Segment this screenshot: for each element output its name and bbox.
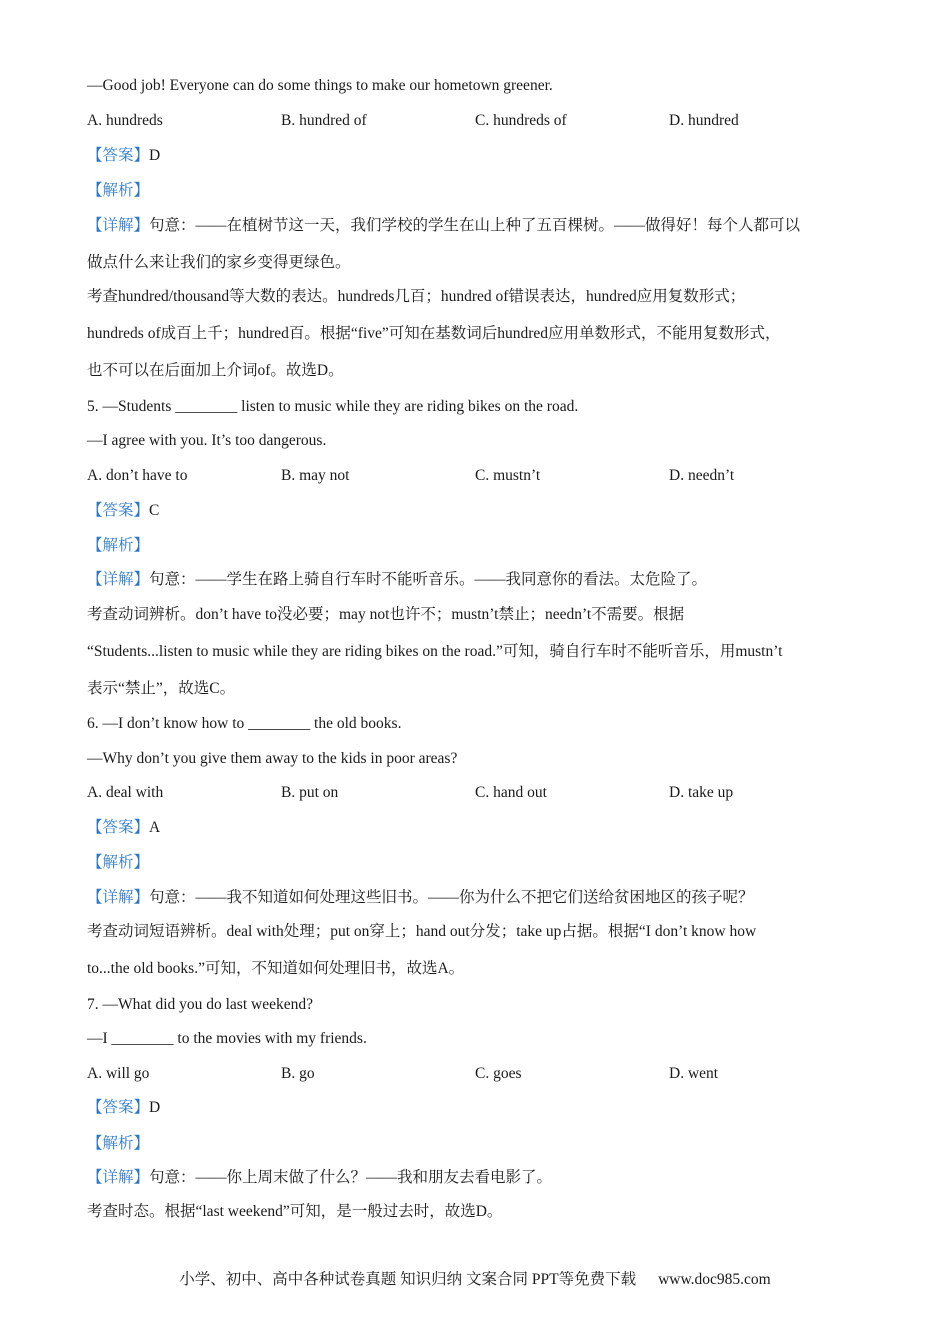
q6-option-d: D. take up [669,784,734,801]
q4-reply: —Good job! Everyone can do some things to make our hometown greener. [87,77,553,94]
q6-stem: 6. —I don’t know how to ________ the old books. [87,715,402,732]
footer-text: 小学、初中、高中各种试卷真题 知识归纳 文案合同 PPT等免费下载 [179,1271,637,1288]
q6-option-b: B. put on [281,784,339,801]
q7-option-c: C. goes [475,1065,522,1082]
q6-detail-line-1 [87,888,867,908]
q5-detail-line-2: 考查动词辨析。don’t have to没必要；may not也许不；mustn’t禁止；needn’t不需要。根据 [87,606,685,623]
q7-reply: —I ________ to the movies with my friends. [87,1030,367,1047]
q7-stem: 7. —What did you do last weekend? [87,996,313,1013]
q5-option-c: C. mustn’t [475,467,541,484]
q5-option-a: A. don’t have to [87,467,188,484]
q4-detail-line-3: 考查hundred/thousand等大数的表达。hundreds几百；hundred of错误表达，hundred应用复数形式； [87,288,746,305]
q7-option-a: A. will go [87,1065,150,1082]
detail-tag: 【详解】 [87,217,150,234]
q6-option-c: C. hand out [475,784,547,801]
q4-detail-line-1 [87,216,867,236]
answer-value: C [149,502,160,519]
analysis-tag: 【解析】 [87,182,150,199]
q4-option-a: A. hundreds [87,112,163,129]
answer-tag: 【答案】 [87,147,150,164]
analysis-tag: 【解析】 [87,537,150,554]
q7-option-d: D. went [669,1065,719,1082]
q4-answer [87,146,867,166]
analysis-tag: 【解析】 [87,854,150,871]
detail-text: 句意：——你上周末做了什么？——我和朋友去看电影了。 [149,1169,553,1186]
q4-detail-line-2: 做点什么来让我们的家乡变得更绿色。 [87,254,351,271]
q7-analysis-heading [87,1134,867,1154]
answer-value: D [149,147,161,164]
detail-tag: 【详解】 [87,889,150,906]
q6-detail-line-3: to...the old books.”可知，不知道如何处理旧书，故选A。 [87,960,465,977]
footer-link[interactable]: www.doc985.com [658,1271,771,1288]
q6-detail-line-2: 考查动词短语辨析。deal with处理；put on穿上；hand out分发；take up占据。根据“I don’t know how [87,923,757,940]
q5-stem: 5. —Students ________ listen to music while they are riding bikes on the road. [87,398,579,415]
q4-detail-line-5: 也不可以在后面加上介词of。故选D。 [87,362,344,379]
q4-option-c: C. hundreds of [475,112,567,129]
q4-detail-line-4: hundreds of成百上千；hundred百。根据“five”可知在基数词后hundred应用单数形式，不能用复数形式， [87,325,781,342]
q6-answer [87,818,867,838]
page-footer [0,1270,950,1290]
analysis-tag: 【解析】 [87,1135,150,1152]
q5-option-b: B. may not [281,467,350,484]
q5-detail-line-3: “Students...listen to music while they are riding bikes on the road.”可知，骑自行车时不能听音乐，用mustn’t [87,643,783,660]
answer-tag: 【答案】 [87,1099,150,1116]
answer-value: A [149,819,161,836]
q5-analysis-heading [87,536,867,556]
q7-detail-line-1 [87,1168,867,1188]
q4-option-d: D. hundred [669,112,739,129]
q6-reply: —Why don’t you give them away to the kids in poor areas? [87,750,458,767]
answer-value: D [149,1099,161,1116]
q5-detail-line-4: 表示“禁止”，故选C。 [87,680,236,697]
q7-detail-line-2: 考查时态。根据“last weekend”可知，是一般过去时，故选D。 [87,1203,503,1220]
detail-tag: 【详解】 [87,571,150,588]
q5-reply: —I agree with you. It’s too dangerous. [87,432,327,449]
q5-answer [87,501,867,521]
q5-option-d: D. needn’t [669,467,735,484]
detail-text: 句意：——我不知道如何处理这些旧书。——你为什么不把它们送给贫困地区的孩子呢？ [149,889,754,906]
q4-analysis-heading [87,181,867,201]
q7-answer [87,1098,867,1118]
detail-text: 句意：——学生在路上骑自行车时不能听音乐。——我同意你的看法。太危险了。 [149,571,708,588]
q6-analysis-heading [87,853,867,873]
answer-tag: 【答案】 [87,502,150,519]
detail-text: 句意：——在植树节这一天，我们学校的学生在山上种了五百棵树。——做得好！每个人都可以 [149,217,801,234]
q7-option-b: B. go [281,1065,315,1082]
q4-option-b: B. hundred of [281,112,367,129]
detail-tag: 【详解】 [87,1169,150,1186]
answer-tag: 【答案】 [87,819,150,836]
q6-option-a: A. deal with [87,784,164,801]
q5-detail-line-1 [87,570,867,590]
